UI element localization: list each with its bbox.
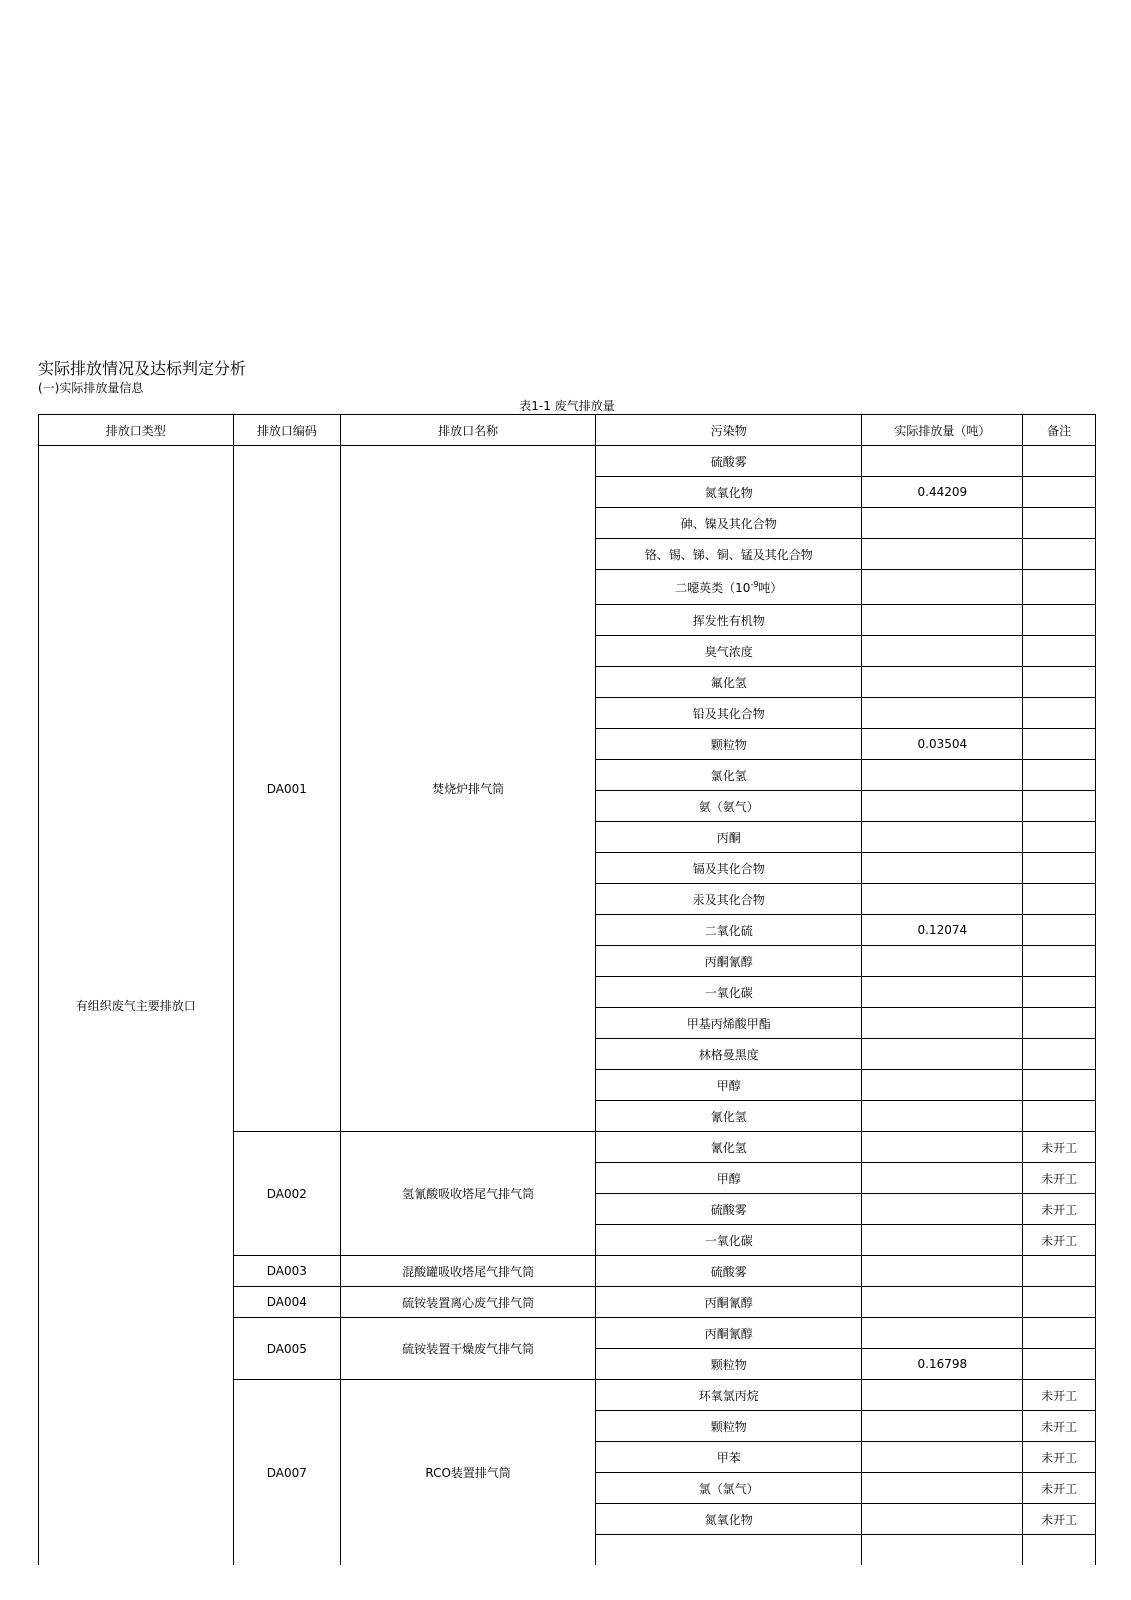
emission-amount-cell [862,1101,1023,1132]
outlet-name-cell: 混酸罐吸收塔尾气排气筒 [341,1256,596,1287]
pollutant-cell: 甲醇 [596,1070,862,1101]
note-cell: 未开工 [1023,1380,1096,1411]
note-cell [1023,539,1096,570]
pollutant-cell: 砷、镍及其化合物 [596,508,862,539]
emission-amount-cell [862,977,1023,1008]
note-cell [1023,1287,1096,1318]
outlet-code-cell: DA007 [233,1380,341,1566]
note-cell: 未开工 [1023,1225,1096,1256]
emission-amount-cell [862,822,1023,853]
emission-amount-cell [862,760,1023,791]
pollutant-cell: 丙酮氰醇 [596,1318,862,1349]
note-cell [1023,853,1096,884]
note-cell [1023,760,1096,791]
note-cell [1023,636,1096,667]
pollutant-cell: 臭气浓度 [596,636,862,667]
note-cell: 未开工 [1023,1194,1096,1225]
pollutant-cell: 丙酮氰醇 [596,1287,862,1318]
emission-amount-cell [862,539,1023,570]
emission-amount-cell [862,1411,1023,1442]
emission-amount-cell [862,1194,1023,1225]
emission-amount-cell [862,884,1023,915]
outlet-name-cell: 硫铵装置离心废气排气筒 [341,1287,596,1318]
emission-amount-cell [862,570,1023,605]
emission-amount-cell [862,1504,1023,1535]
table-header-row [39,415,1096,446]
note-cell [1023,1101,1096,1132]
emission-amount-cell [862,508,1023,539]
emission-amount-cell [862,605,1023,636]
emission-amount-cell [862,1535,1023,1566]
outlet-code-cell: DA005 [233,1318,341,1380]
pollutant-cell: 氮氧化物 [596,1504,862,1535]
emission-amount-cell [862,1132,1023,1163]
column-header-pollutant: 污染物 [596,415,862,446]
outlet-code-cell: DA002 [233,1132,341,1256]
note-cell: 未开工 [1023,1132,1096,1163]
note-cell [1023,1039,1096,1070]
pollutant-cell: 甲苯 [596,1442,862,1473]
pollutant-cell: 丙酮 [596,822,862,853]
table-caption: 表1-1 废气排放量 [519,399,615,413]
pollutant-cell: 硫酸雾 [596,1256,862,1287]
pollutant-cell: 氯化氢 [596,760,862,791]
note-cell [1023,791,1096,822]
note-cell [1023,667,1096,698]
emission-amount-cell [862,1225,1023,1256]
pollutant-cell: 颗粒物 [596,729,862,760]
pollutant-cell: 一氧化碳 [596,977,862,1008]
note-cell [1023,884,1096,915]
pollutant-cell: 氨（氨气） [596,791,862,822]
note-cell [1023,1349,1096,1380]
section-subheading: (一)实际排放量信息 [38,381,144,395]
table-row [39,446,1096,477]
emission-amount-cell [862,1287,1023,1318]
note-cell [1023,477,1096,508]
pollutant-cell: 氰化氢 [596,1101,862,1132]
pollutant-cell: 镉及其化合物 [596,853,862,884]
column-header-note: 备注 [1023,415,1096,446]
outlet-code-cell: DA003 [233,1256,341,1287]
emission-amount-cell: 0.16798 [862,1349,1023,1380]
pollutant-cell: 硫酸雾 [596,1194,862,1225]
dioxin-label: 二噁英类（10 [675,580,751,595]
emission-amount-cell [862,1473,1023,1504]
pollutant-cell: 铅及其化合物 [596,698,862,729]
outlet-name-cell: 硫铵装置干燥废气排气筒 [341,1318,596,1380]
pollutant-cell: 氯（氯气） [596,1473,862,1504]
emission-amount-cell [862,1380,1023,1411]
note-cell [1023,1535,1096,1566]
note-cell [1023,698,1096,729]
emission-amount-cell [862,1442,1023,1473]
emission-amount-cell [862,1318,1023,1349]
emission-amount-cell: 0.03504 [862,729,1023,760]
outlet-name-cell: RCO装置排气筒 [341,1380,596,1566]
note-cell [1023,1070,1096,1101]
emission-amount-cell [862,1256,1023,1287]
note-cell: 未开工 [1023,1504,1096,1535]
note-cell: 未开工 [1023,1411,1096,1442]
pollutant-cell: 环氧氯丙烷 [596,1380,862,1411]
note-cell: 未开工 [1023,1163,1096,1194]
note-cell [1023,1256,1096,1287]
note-cell [1023,915,1096,946]
emission-amount-cell [862,1163,1023,1194]
note-cell [1023,729,1096,760]
emission-amount-cell [862,1039,1023,1070]
pollutant-cell: 氮氧化物 [596,477,862,508]
outlet-name-cell: 焚烧炉排气筒 [341,446,596,1132]
dioxin-unit: 吨） [758,580,783,595]
column-header-outlet-type: 排放口类型 [39,415,234,446]
outlet-code-cell: DA001 [233,446,341,1132]
pollutant-cell: 甲醇 [596,1163,862,1194]
pollutant-cell [596,1535,862,1566]
note-cell [1023,1008,1096,1039]
note-cell: 未开工 [1023,1442,1096,1473]
emission-amount-cell [862,1070,1023,1101]
pollutant-cell: 硫酸雾 [596,446,862,477]
pollutant-cell: 甲基丙烯酸甲酯 [596,1008,862,1039]
pollutant-cell: 氰化氢 [596,1132,862,1163]
note-cell [1023,605,1096,636]
emission-amount-cell [862,446,1023,477]
note-cell [1023,946,1096,977]
outlet-code-cell: DA004 [233,1287,341,1318]
emission-amount-cell [862,636,1023,667]
note-cell [1023,446,1096,477]
emission-amount-cell: 0.44209 [862,477,1023,508]
page-title: 实际排放情况及达标判定分析 [38,359,247,378]
pollutant-cell: 丙酮氰醇 [596,946,862,977]
outlet-type-cell: 有组织废气主要排放口 [39,446,234,1566]
note-cell [1023,508,1096,539]
pollutant-cell: 氟化氢 [596,667,862,698]
dioxin-exponent: -9 [750,579,759,589]
column-header-outlet-code: 排放口编码 [233,415,341,446]
pollutant-cell: 二氧化硫 [596,915,862,946]
note-cell [1023,977,1096,1008]
dioxin-pollutant-cell [596,570,862,605]
emission-amount-cell [862,946,1023,977]
pollutant-cell: 颗粒物 [596,1349,862,1380]
column-header-outlet-name: 排放口名称 [341,415,596,446]
table-body [39,446,1096,1566]
outlet-name-cell: 氢氰酸吸收塔尾气排气筒 [341,1132,596,1256]
pollutant-cell: 挥发性有机物 [596,605,862,636]
pollutant-cell: 林格曼黑度 [596,1039,862,1070]
emission-amount-cell: 0.12074 [862,915,1023,946]
pollutant-cell: 一氧化碳 [596,1225,862,1256]
emission-amount-cell [862,1008,1023,1039]
emission-amount-cell [862,698,1023,729]
column-header-actual-emission: 实际排放量（吨） [862,415,1023,446]
note-cell [1023,1318,1096,1349]
pollutant-cell: 铬、锡、锑、铜、锰及其化合物 [596,539,862,570]
emission-amount-cell [862,791,1023,822]
note-cell [1023,570,1096,605]
pollutant-cell: 颗粒物 [596,1411,862,1442]
note-cell [1023,822,1096,853]
emission-amount-cell [862,853,1023,884]
emissions-table [38,414,1096,1565]
note-cell: 未开工 [1023,1473,1096,1504]
emission-amount-cell [862,667,1023,698]
pollutant-cell: 汞及其化合物 [596,884,862,915]
